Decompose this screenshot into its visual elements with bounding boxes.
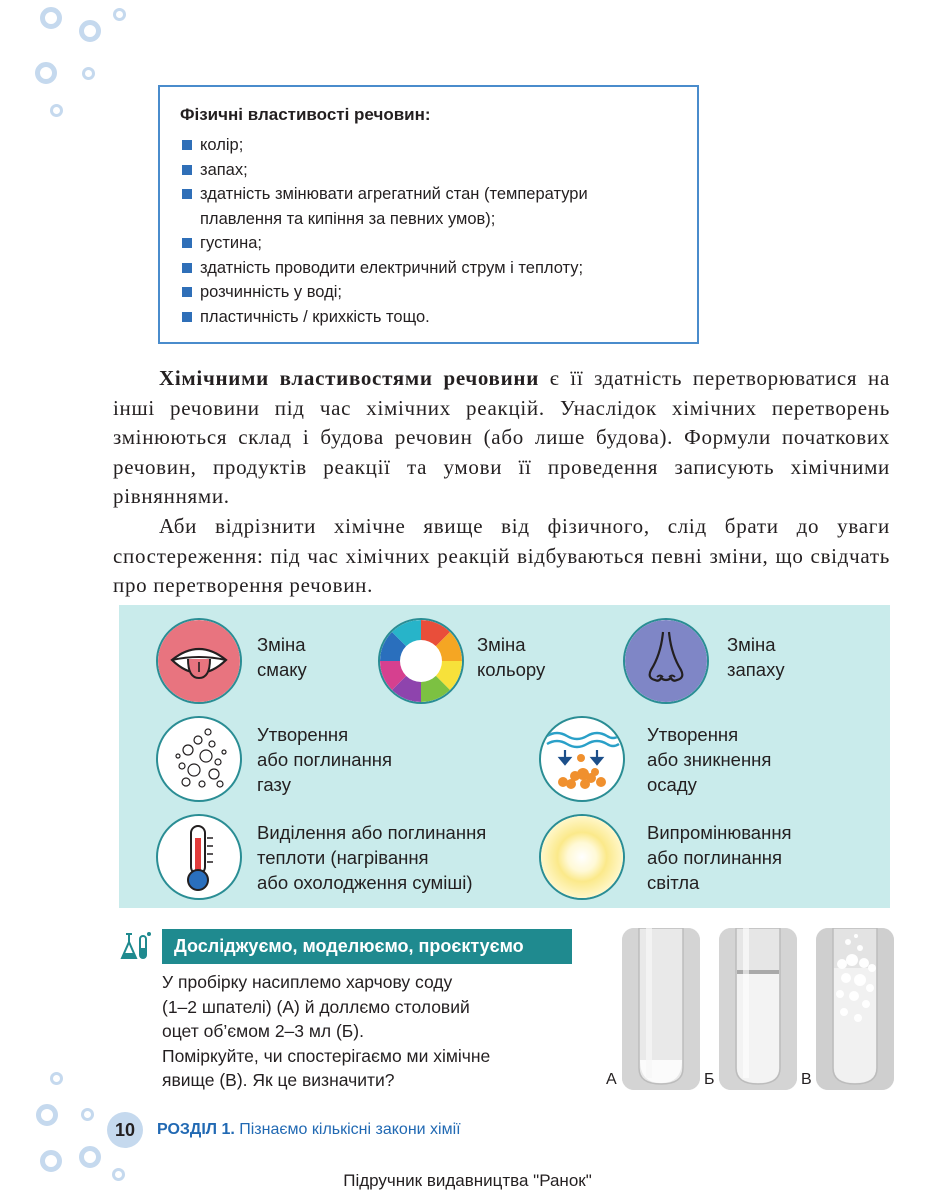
observations-panel [119, 605, 890, 908]
deco-dot [40, 7, 62, 29]
lab-flask-icon [118, 928, 154, 964]
list-item: здатність змінювати агрегатний стан (температури плавлення та кипіння за певних умов); [180, 182, 677, 231]
page-number: 10 [107, 1112, 143, 1148]
chapter-footer [157, 1121, 461, 1139]
physical-properties-box [158, 85, 699, 344]
deco-dot [36, 1104, 58, 1126]
color-wheel-icon [378, 618, 464, 704]
deco-dot [113, 8, 126, 21]
deco-dot [40, 1150, 62, 1172]
term-chemical-properties: Хімічними властивостями речовини [159, 366, 539, 390]
bubbles-icon [156, 716, 242, 802]
research-section-title: Досліджуємо, моделюємо, проєктуємо [162, 929, 572, 964]
paragraph-observations [113, 512, 890, 601]
deco-dot [50, 1072, 63, 1085]
list-item: запах; [180, 158, 677, 183]
observation-label: Зміна запаху [727, 634, 785, 680]
light-icon [539, 814, 625, 900]
paragraph-chemical-properties [113, 364, 890, 512]
observation-label: Випромінювання або поглинання світла [647, 822, 792, 893]
test-tube-b-photo [719, 928, 797, 1090]
observation-label: Утворення або поглинання газу [257, 724, 393, 795]
list-item: густина; [180, 231, 677, 256]
deco-dot [79, 1146, 101, 1168]
publisher-caption: Підручник видавництва "Ранок" [343, 1171, 592, 1190]
list-item: розчинність у воді; [180, 280, 677, 305]
deco-dot [79, 20, 101, 42]
tongue-icon [156, 618, 242, 704]
physical-properties-list [180, 133, 677, 329]
precipitate-icon [539, 716, 625, 802]
research-task-text: У пробірку насиплемо харчову соду (1–2 шпателі) (А) й доллємо столовий оцет об’ємом 2–3 мл (Б). Поміркуйте, чи спостерігаємо ми хімічне явище (В). Як це визначити? [162, 972, 491, 1090]
deco-dot [82, 67, 95, 80]
observation-label: Зміна кольору [477, 634, 546, 680]
chapter-label: РОЗДІЛ 1. [157, 1121, 235, 1138]
test-tube-a-photo [622, 928, 700, 1090]
observation-label: Виділення або поглинання теплоти (нагрівання або охолодження суміші) [257, 822, 487, 893]
nose-icon [623, 618, 709, 704]
deco-dot [50, 104, 63, 117]
test-tube-c-photo [816, 928, 894, 1090]
paragraph-text: є її здатність перетворюватися на інші речовини під час хімічних реакцій. Унаслідок хімічних перетворень змінюються склад і будова речовин (або лише будова). Формули початкових речовин, продуктів реакції та умови її проведення записують хімічними рівняннями. [113, 366, 890, 508]
deco-dot [81, 1108, 94, 1121]
observation-label: Утворення або зникнення осаду [647, 724, 772, 795]
tube-label-a: А [606, 1071, 617, 1088]
physical-properties-title: Фізичні властивості речовин: [180, 105, 431, 124]
list-item: колір; [180, 133, 677, 158]
tube-label-c: В [801, 1071, 812, 1088]
thermometer-icon [156, 814, 242, 900]
list-item: пластичність / крихкість тощо. [180, 305, 677, 330]
paragraph-text: Аби відрізнити хімічне явище від фізичного, слід брати до уваги спостереження: під час хімічних реакцій відбуваються певні зміни, що свідчать про перетворення речовин. [113, 514, 890, 597]
tube-label-b: Б [704, 1071, 715, 1088]
observation-label: Зміна смаку [257, 634, 307, 680]
chapter-title: Пізнаємо кількісні закони хімії [239, 1121, 461, 1138]
list-item: здатність проводити електричний струм і теплоту; [180, 256, 677, 281]
deco-dot [35, 62, 57, 84]
